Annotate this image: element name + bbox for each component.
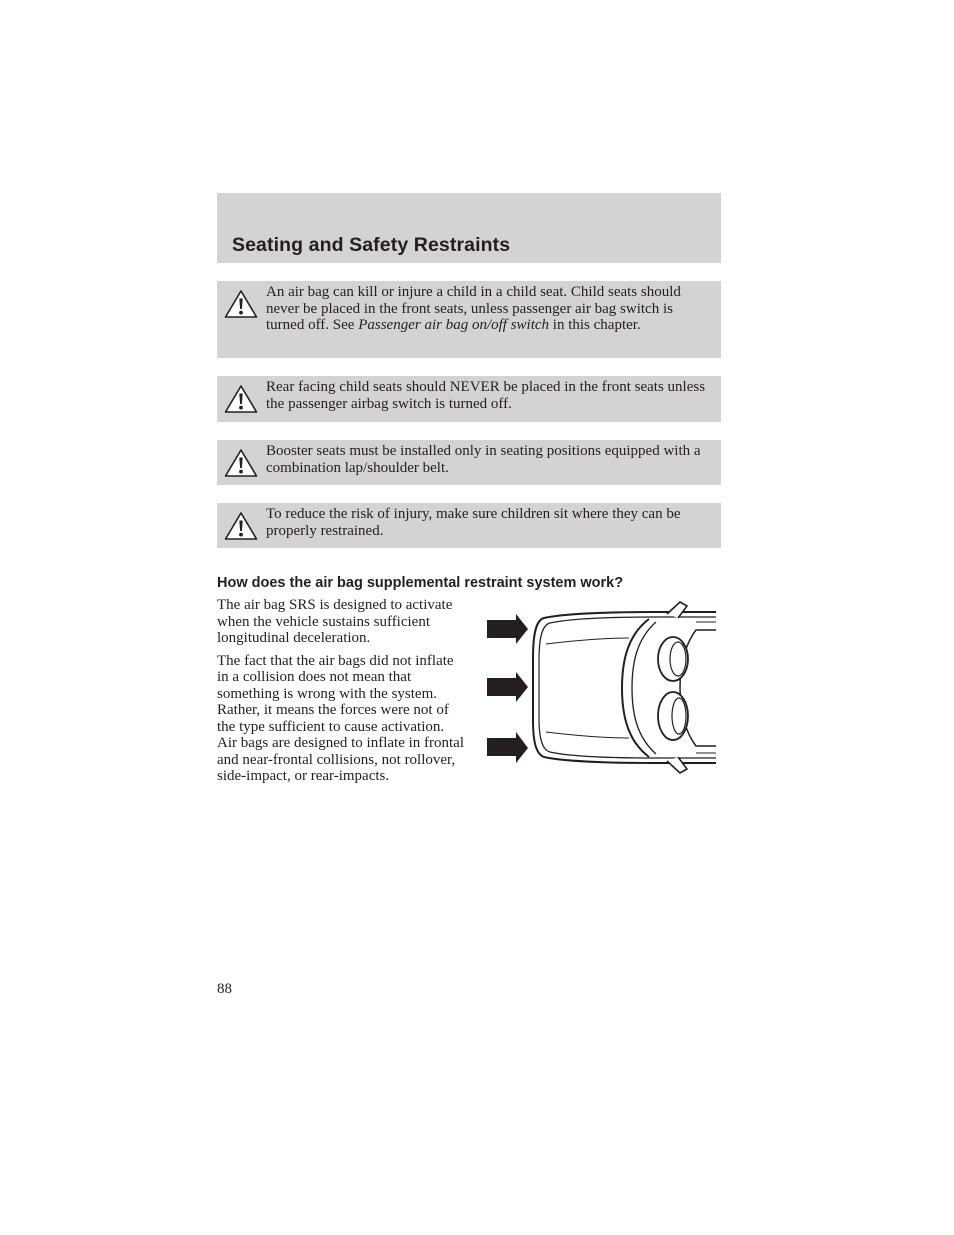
warning-text-start: An air bag can kill or injure a child in a child seat. Child seats should never be placed in the front seats, unless passenger air bag switch is turned off. See (266, 284, 681, 333)
warning-text: To reduce the risk of injury, make sure children sit where they can be properly restrained. (266, 506, 681, 539)
warning-box-4 (217, 503, 721, 548)
warning-text: Booster seats must be installed only in seating positions equipped with a combination lap/shoulder belt. (266, 443, 701, 476)
section-title: Seating and Safety Restraints (232, 234, 511, 256)
section-header-band (217, 193, 721, 263)
body-paragraph: The fact that the air bags did not inflate in a collision does not mean that something is wrong with the system. Rather, it means the forces were not of the type sufficient to cause activation. Air bags are designed to inflate in frontal and near-frontal collisions, not rollover, side-impact, or rear-impacts. (217, 652, 465, 784)
body-paragraph: The air bag SRS is designed to activate when the vehicle sustains sufficient longitudinal deceleration. (217, 597, 453, 646)
passenger-air-bag-reference: Passenger air bag on/off switch (358, 317, 550, 333)
car-frontal-impact-illustration (484, 600, 718, 776)
warning-triangle-icon (224, 384, 258, 414)
warning-box-2 (217, 376, 721, 422)
warning-triangle-icon (224, 511, 258, 541)
car-frontal-impact-icon (484, 600, 718, 776)
warning-box-3 (217, 440, 721, 485)
page-number: 88 (217, 981, 232, 997)
warning-triangle-icon (224, 448, 258, 478)
warning-triangle-icon (224, 289, 258, 319)
warning-text (224, 284, 711, 334)
warning-box-1 (217, 281, 721, 358)
warning-text-end: in this chapter. (549, 317, 641, 333)
warning-text: Rear facing child seats should NEVER be placed in the front seats unless the passenger airbag switch is turned off. (266, 379, 706, 412)
body-text (217, 597, 467, 791)
section-heading: How does the air bag supplemental restraint system work? (217, 575, 624, 591)
